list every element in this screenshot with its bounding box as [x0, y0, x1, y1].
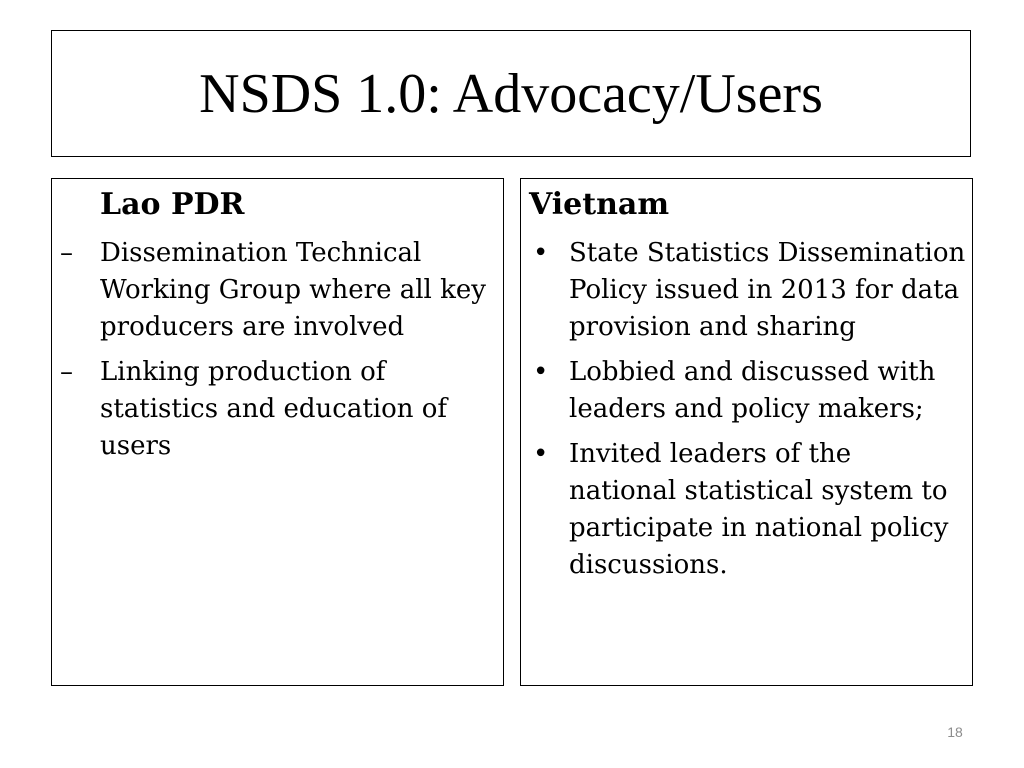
list-item — [521, 436, 966, 584]
left-column — [51, 178, 504, 686]
bullet-marker: • — [533, 238, 549, 268]
list-item — [52, 354, 497, 465]
list-item — [521, 235, 966, 346]
page-number: 18 — [947, 724, 963, 740]
dash-marker: – — [60, 357, 73, 387]
right-column-heading: Vietnam — [529, 187, 670, 222]
slide-title: NSDS 1.0: Advocacy/Users — [199, 62, 823, 125]
left-column-heading: Lao PDR — [100, 187, 245, 222]
left-item-list — [52, 235, 497, 473]
list-item-text: State Statistics Dissemination Policy issued in 2013 for data provision and sharing — [569, 238, 966, 342]
title-box — [51, 30, 971, 157]
list-item — [52, 235, 497, 346]
list-item-text: Lobbied and discussed with leaders and policy makers; — [569, 357, 936, 424]
list-item-text: Dissemination Technical Working Group where all key producers are involved — [100, 238, 486, 342]
right-column — [520, 178, 973, 686]
bullet-marker: • — [533, 439, 549, 469]
list-item-text: Invited leaders of the national statistical system to participate in national policy discussions. — [569, 439, 949, 580]
right-item-list — [521, 235, 966, 592]
bullet-marker: • — [533, 357, 549, 387]
list-item — [521, 354, 966, 428]
list-item-text: Linking production of statistics and education of users — [100, 357, 448, 461]
dash-marker: – — [60, 238, 73, 268]
